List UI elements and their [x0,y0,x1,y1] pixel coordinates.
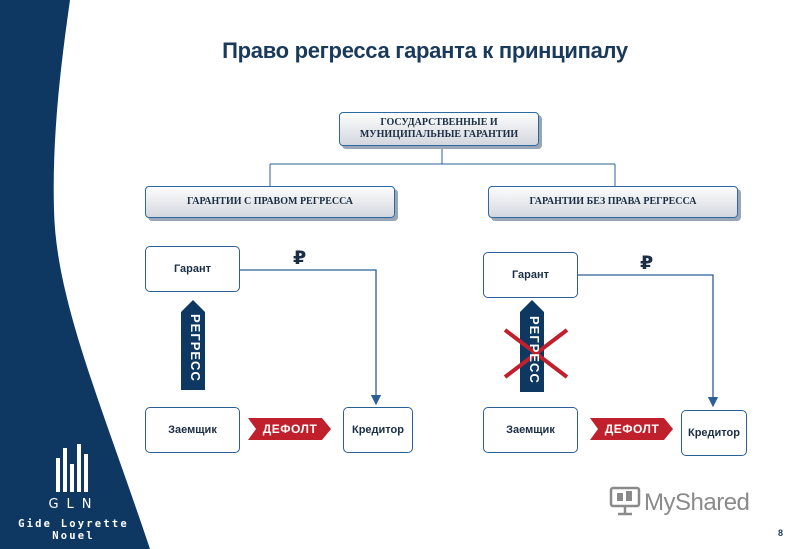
left-guarantor-node [145,246,240,292]
right-creditor-node [681,410,747,456]
root-box [339,112,539,146]
left-creditor-label: Кредитор [352,424,404,436]
branch-without-recourse-label: ГАРАНТИИ БЕЗ ПРАВА РЕГРЕССА [529,196,697,207]
right-default-label: ДЕФОЛТ [604,422,660,436]
right-borrower-label: Заемщик [506,424,555,436]
left-creditor-node [343,407,413,453]
left-default-label: ДЕФОЛТ [262,422,318,436]
logo-letters: GLN [48,497,100,512]
right-creditor-label: Кредитор [688,427,740,439]
right-guarantor-label: Гарант [511,269,550,281]
branch-box-without-recourse [488,186,738,218]
watermark-text: MyShared [644,489,750,516]
root-label: ГОСУДАРСТВЕННЫЕ И МУНИЦИПАЛЬНЫЕ ГАРАНТИИ [359,117,519,140]
page-number: 8 [778,528,784,538]
right-ruble-symbol: ₽ [640,252,654,274]
right-borrower-node [483,407,578,453]
company-name: Gide Loyrette Nouel [18,518,129,542]
left-borrower-node [145,407,240,453]
left-ruble-symbol: ₽ [293,247,307,269]
right-guarantor-node [483,252,578,298]
branch-box-with-recourse [145,186,395,218]
left-guarantor-label: Гарант [173,263,212,275]
page-title: Право регресса гаранта к принципалу [222,38,628,63]
left-payment-arrow [240,270,376,404]
left-borrower-label: Заемщик [168,424,217,436]
right-recourse-label: РЕГРЕСС [527,316,542,384]
branch-with-recourse-label: ГАРАНТИИ С ПРАВОМ РЕГРЕССА [186,196,354,207]
presentation-icon [608,486,642,516]
left-recourse-label: РЕГРЕСС [188,314,203,382]
right-payment-arrow [578,275,713,406]
